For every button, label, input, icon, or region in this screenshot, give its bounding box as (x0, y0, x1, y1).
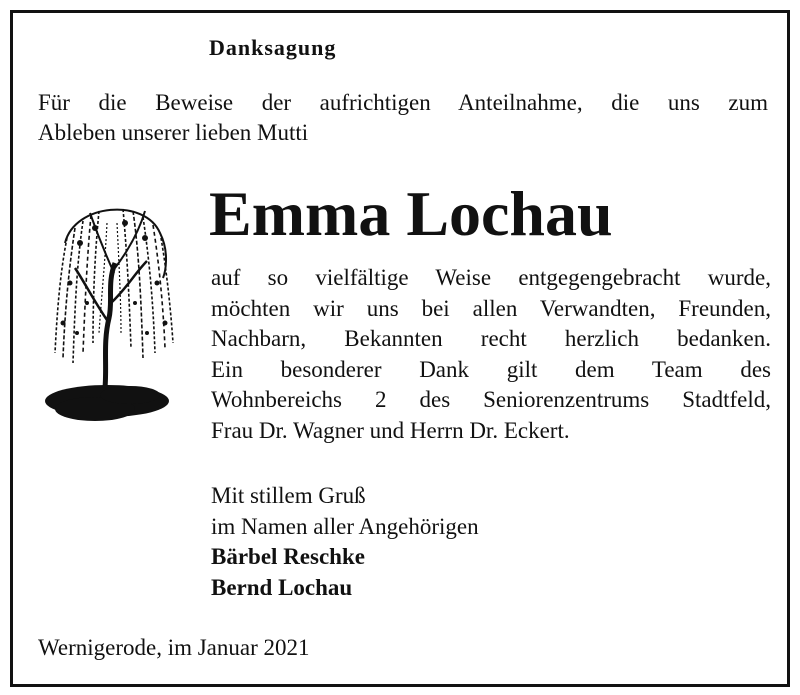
thanks-line: Frau Dr. Wagner und Herrn Dr. Eckert. (211, 417, 570, 443)
intro-line: Ableben unserer lieben Mutti (38, 120, 309, 145)
place-date: Wernigerode, im Januar 2021 (38, 635, 310, 660)
thanks-line: Wohnbereichs 2 des Seniorenzentrums Stadtfeld, (211, 387, 771, 412)
intro-text (38, 88, 768, 148)
greeting-line: Mit stillem Gruß (211, 483, 366, 508)
notice-frame (10, 10, 790, 687)
thanks-line: Nachbarn, Bekannten recht herzlich bedanken. (211, 326, 771, 351)
weeping-willow-icon (35, 183, 185, 443)
closing-block (211, 481, 479, 603)
thanks-line: auf so vielfältige Weise entgegengebracht wurde, (211, 265, 771, 290)
greeting-line: im Namen aller Angehörigen (211, 513, 479, 539)
intro-line: Für die Beweise der aufrichtigen Anteilnahme, die uns zum (38, 90, 768, 115)
signatory-name: Bärbel Reschke (211, 544, 365, 569)
thanks-text (211, 263, 771, 446)
deceased-name: Emma Lochau (209, 178, 613, 249)
notice-heading: Danksagung (209, 35, 337, 60)
signatory-name: Bernd Lochau (211, 574, 353, 600)
thanks-line: möchten wir uns bei allen Verwandten, Freunden, (211, 295, 771, 321)
thanks-line: Ein besonderer Dank gilt dem Team des (211, 356, 771, 382)
